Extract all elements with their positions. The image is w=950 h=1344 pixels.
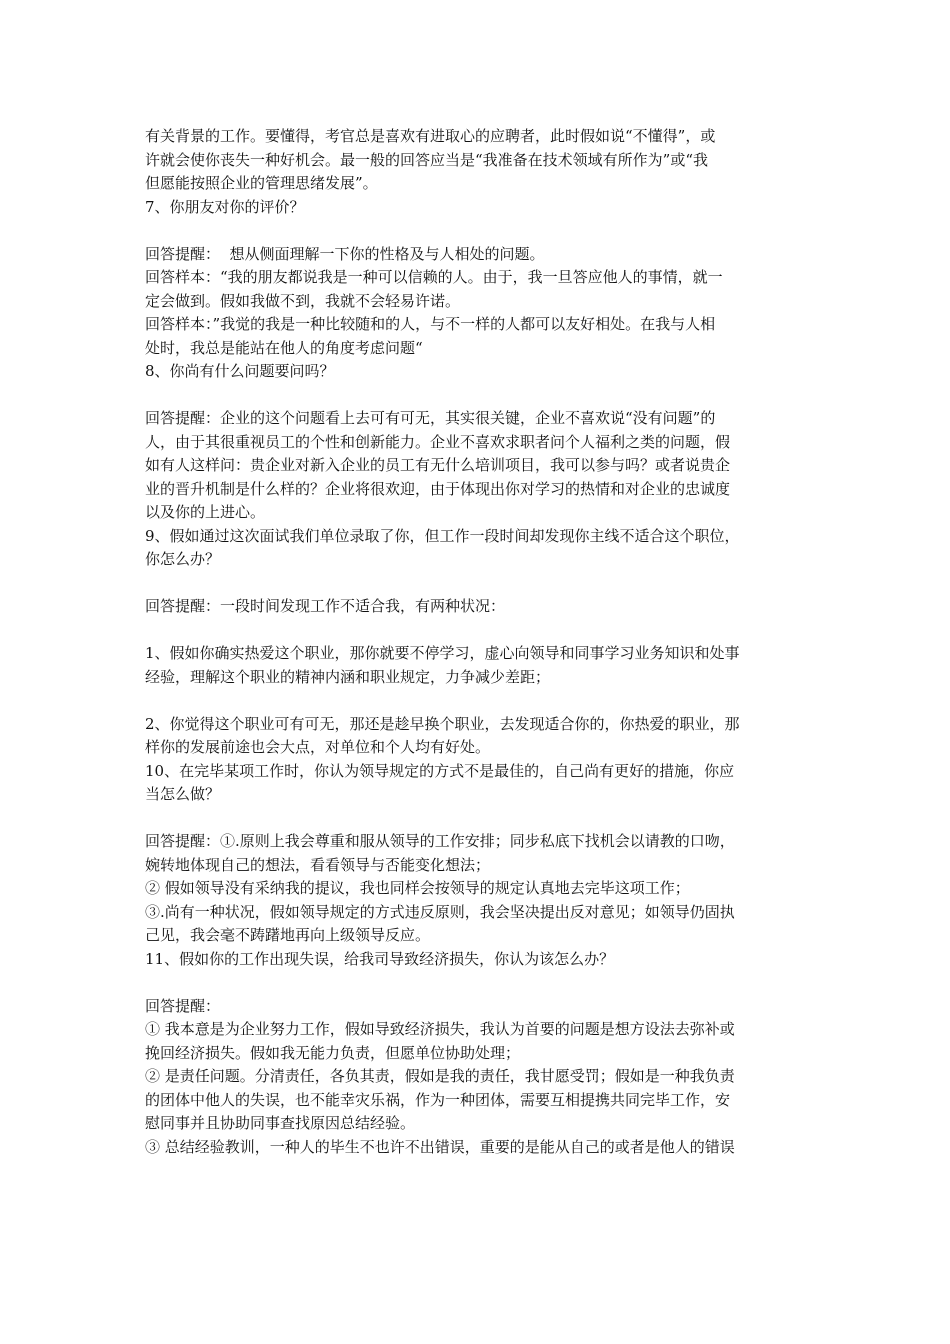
text-line: ③.尚有一种状况，假如领导规定的方式违反原则，我会坚决提出反对意见；如领导仍固执 (145, 902, 735, 921)
text-line: 2、你觉得这个职业可有可无，那还是趁早换个职业，去发现适合你的，你热爱的职业，那 (145, 714, 740, 733)
question-heading: 11、假如你的工作出现失误，给我司导致经济损失，你认为该怎么办？ (145, 949, 615, 968)
text-line: 样你的发展前途也会大点，对单位和个人均有好处。 (145, 738, 491, 756)
text-line: ② 是责任问题。分清责任，各负其责，假如是我的责任，我甘愿受罚；假如是一种我负责 (145, 1067, 735, 1085)
text-line: 回答提醒：企业的这个问题看上去可有可无，其实很关键，企业不喜欢说“没有问题”的 (145, 409, 716, 427)
question-heading: 7、你朋友对你的评价？ (145, 197, 305, 216)
blank-line (145, 572, 810, 596)
text-line: 回答提醒： (145, 996, 221, 1015)
question-heading: 9、假如通过这次面试我们单位录取了你，但工作一段时间却发现你主线不适合这个职位， (145, 526, 740, 545)
text-line: 回答提醒： 想从侧面理解一下你的性格及与人相处的问题。 (145, 244, 545, 263)
text-line: 有关背景的工作。要懂得，考官总是喜欢有进取心的应聘者，此时假如说“不懂得”，或 (145, 127, 716, 145)
blank-line (145, 689, 810, 713)
text-line: 如有人这样问：贵企业对新入企业的员工有无什么培训项目，我可以参与吗？或者说贵企 (145, 456, 731, 474)
blank-line (145, 219, 810, 243)
text-line: 己见，我会毫不踌躇地再向上级领导反应。 (145, 926, 431, 944)
question-heading: 8、你尚有什么问题要问吗？ (145, 362, 335, 380)
text-line: 经验，理解这个职业的精神内涵和职业规定，力争减少差距； (145, 667, 551, 686)
text-line: 但愿能按照企业的管理思绪发展”。 (145, 174, 378, 192)
text-line: 1、假如你确实热爱这个职业，那你就要不停学习，虚心向领导和同事学习业务知识和处事 (145, 644, 740, 662)
blank-line (145, 971, 810, 995)
text-line: ③ 总结经验教训，一种人的毕生不也许不出错误，重要的是能从自己的或者是他人的错误 (145, 1137, 735, 1156)
text-line: 慰同事并且协助同事查找原因总结经验。 (145, 1114, 416, 1132)
text-line: 回答样本：“我的朋友都说我是一种可以信赖的人。由于，我一旦答应他人的事情，就一 (145, 268, 723, 286)
text-line: 回答提醒：①.原则上我会尊重和服从领导的工作安排；同步私底下找机会以请教的口吻， (145, 832, 735, 850)
text-line: 婉转地体现自己的想法，看看领导与否能变化想法； (145, 855, 491, 874)
text-line: 挽回经济损失。假如我无能力负责，但愿单位协助处理； (145, 1043, 521, 1062)
blank-line (145, 807, 810, 831)
text-line: 以及你的上进心。 (145, 503, 266, 521)
text-line: 定会做到。假如我做不到，我就不会轻易许诺。 (145, 291, 461, 310)
blank-line (145, 619, 810, 643)
text-line: 业的晋升机制是什么样的？企业将很欢迎，由于体现出你对学习的热情和对企业的忠诚度 (145, 479, 731, 498)
document-body (145, 125, 810, 1159)
text-line: 处时，我总是能站在他人的角度考虑问题“ (145, 338, 423, 357)
text-line: 人，由于其很重视员工的个性和创新能力。企业不喜欢求职者问个人福利之类的问题，假 (145, 432, 731, 451)
text-line: 许就会使你丧失一种好机会。最一般的回答应当是“我准备在技术领域有所作为”或“我 (145, 150, 709, 169)
text-line: ① 我本意是为企业努力工作，假如导致经济损失，我认为首要的问题是想方设法去弥补或 (145, 1020, 735, 1038)
text-line: 回答提醒：一段时间发现工作不适合我，有两种状况： (145, 597, 506, 615)
question-heading: 当怎么做？ (145, 785, 221, 803)
question-heading: 你怎么办？ (145, 550, 221, 568)
text-line: 的团体中他人的失误，也不能幸灾乐祸，作为一种团体，需要互相提携共同完毕工作，安 (145, 1090, 731, 1109)
text-line: ② 假如领导没有采纳我的提议，我也同样会按领导的规定认真地去完毕这项工作； (145, 879, 690, 897)
blank-line (145, 384, 810, 408)
text-line: 回答样本：”我觉的我是一种比较随和的人，与不一样的人都可以友好相处。在我与人相 (145, 315, 716, 333)
question-heading: 10、在完毕某项工作时，你认为领导规定的方式不是最佳的，自己尚有更好的措施，你应 (145, 761, 735, 780)
